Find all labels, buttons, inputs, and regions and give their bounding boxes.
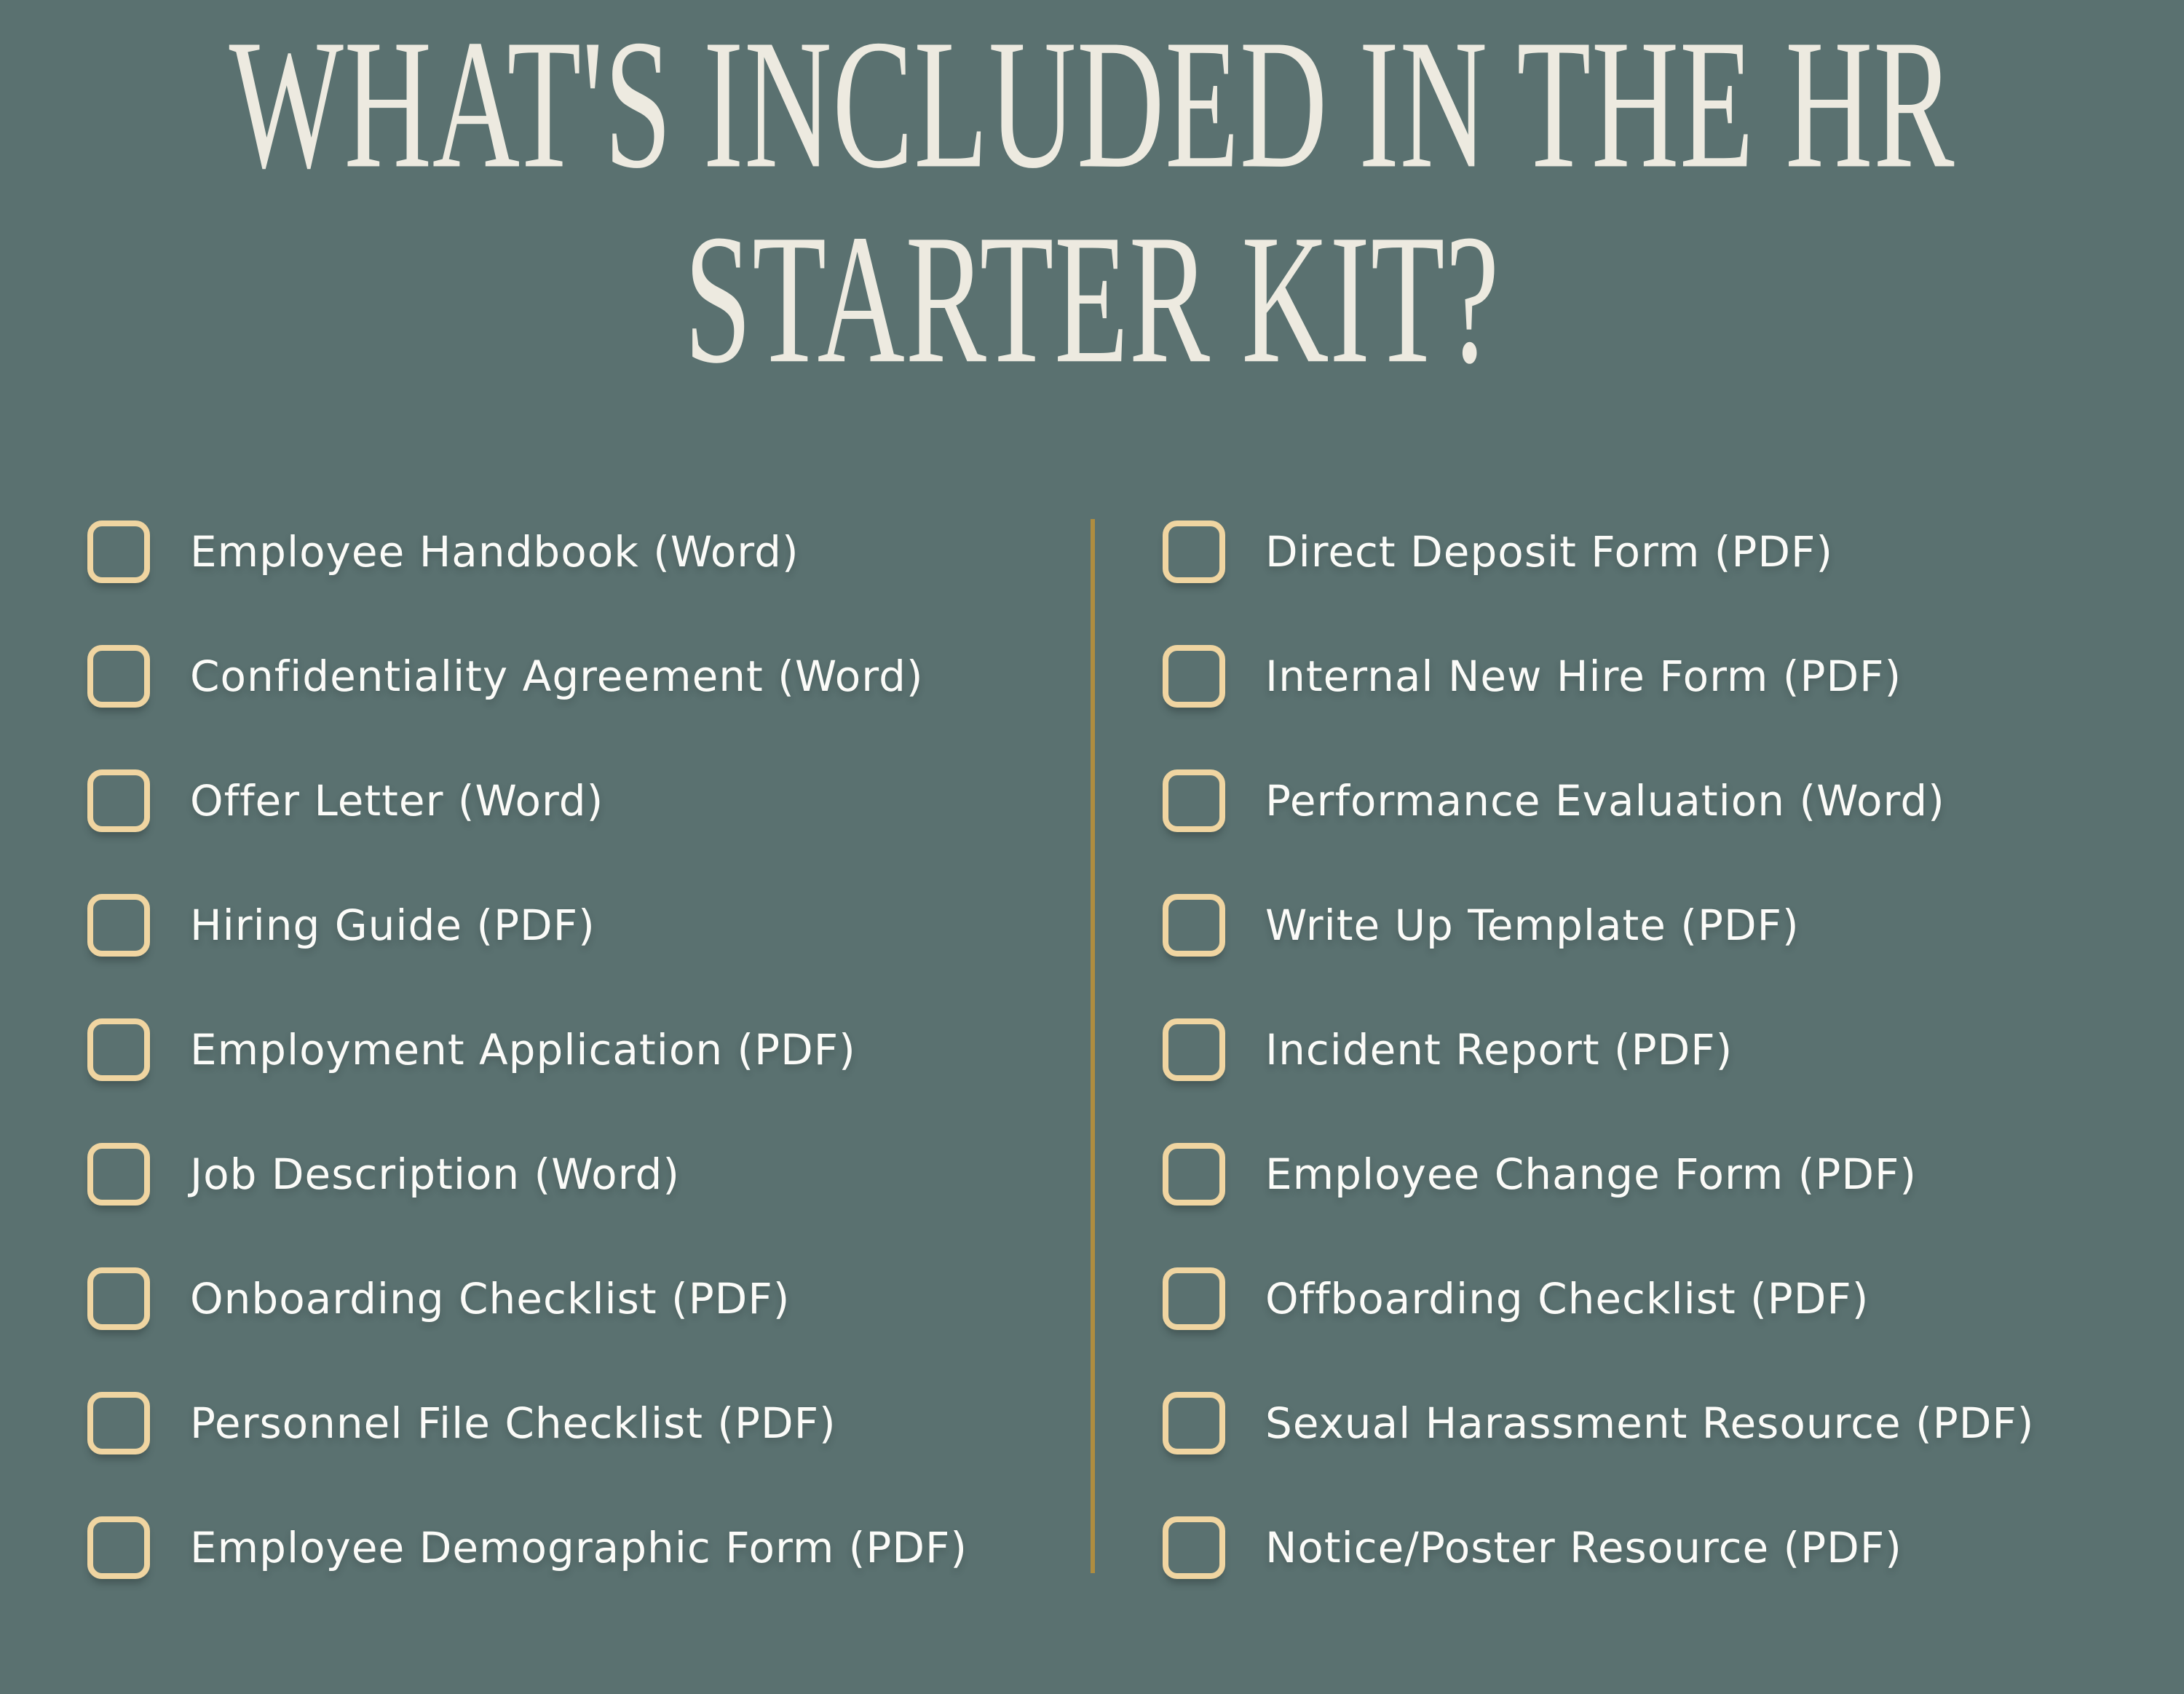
checklist-item <box>87 769 1091 832</box>
checkbox[interactable] <box>87 1392 150 1454</box>
checklist-item-label: Onboarding Checklist (PDF) <box>190 1274 791 1323</box>
checklist-item-label: Employee Change Form (PDF) <box>1265 1149 1917 1199</box>
checklist-item <box>1163 894 2034 957</box>
checklist-item-label: Direct Deposit Form (PDF) <box>1265 527 1834 577</box>
checklist-item <box>87 894 1091 957</box>
checklist-item <box>87 1018 1091 1081</box>
checkbox[interactable] <box>87 1267 150 1330</box>
checklist-column-right <box>1163 521 2034 1579</box>
checklist-item-label: Sexual Harassment Resource (PDF) <box>1265 1398 2035 1448</box>
checklist-item <box>1163 1516 2034 1579</box>
checkbox[interactable] <box>87 1516 150 1579</box>
checklist-item <box>87 1516 1091 1579</box>
checklist-item-label: Personnel File Checklist (PDF) <box>190 1398 836 1448</box>
checklist-item-label: Employee Handbook (Word) <box>190 527 799 577</box>
checklist-item-label: Job Description (Word) <box>190 1149 680 1199</box>
checkbox[interactable] <box>87 769 150 832</box>
checklist-item-label: Internal New Hire Form (PDF) <box>1265 652 1902 701</box>
checkbox[interactable] <box>1163 1516 1225 1579</box>
page-title: WHAT'S INCLUDED IN THE HR STARTER KIT? <box>229 1 1955 402</box>
checkbox[interactable] <box>1163 645 1225 708</box>
checkbox[interactable] <box>1163 894 1225 957</box>
checklist-item <box>87 645 1091 708</box>
checkbox[interactable] <box>87 1143 150 1206</box>
checklist-item <box>87 1143 1091 1206</box>
checklist-item <box>1163 645 2034 708</box>
checklist-item-label: Employment Application (PDF) <box>190 1025 856 1074</box>
checklist-item <box>1163 1392 2034 1454</box>
checklist <box>87 521 2034 1579</box>
checkbox[interactable] <box>87 1018 150 1081</box>
checklist-item-label: Incident Report (PDF) <box>1265 1025 1733 1074</box>
checklist-item-label: Offer Letter (Word) <box>190 776 604 826</box>
checkbox[interactable] <box>1163 1392 1225 1454</box>
checklist-item-label: Hiring Guide (PDF) <box>190 901 596 950</box>
checkbox[interactable] <box>87 645 150 708</box>
checklist-item-label: Offboarding Checklist (PDF) <box>1265 1274 1870 1323</box>
checklist-column-left <box>87 521 1091 1579</box>
checkbox[interactable] <box>1163 521 1225 583</box>
page <box>0 1 2184 1694</box>
checklist-item <box>1163 1267 2034 1330</box>
checklist-item <box>1163 1018 2034 1081</box>
checklist-item <box>1163 769 2034 832</box>
checklist-item <box>87 521 1091 583</box>
checklist-item <box>1163 1143 2034 1206</box>
checkbox[interactable] <box>1163 769 1225 832</box>
column-divider-line <box>1091 519 1095 1573</box>
checklist-item-label: Employee Demographic Form (PDF) <box>190 1523 968 1572</box>
checklist-item-label: Confidentiality Agreement (Word) <box>190 652 924 701</box>
checklist-item-label: Notice/Poster Resource (PDF) <box>1265 1523 1902 1572</box>
checkbox[interactable] <box>1163 1018 1225 1081</box>
checklist-item <box>1163 521 2034 583</box>
checkbox[interactable] <box>87 521 150 583</box>
checkbox[interactable] <box>87 894 150 957</box>
checklist-item <box>87 1392 1091 1454</box>
checkbox[interactable] <box>1163 1143 1225 1206</box>
checklist-item-label: Write Up Template (PDF) <box>1265 901 1800 950</box>
checklist-item <box>87 1267 1091 1330</box>
checkbox[interactable] <box>1163 1267 1225 1330</box>
checklist-item-label: Performance Evaluation (Word) <box>1265 776 1945 826</box>
